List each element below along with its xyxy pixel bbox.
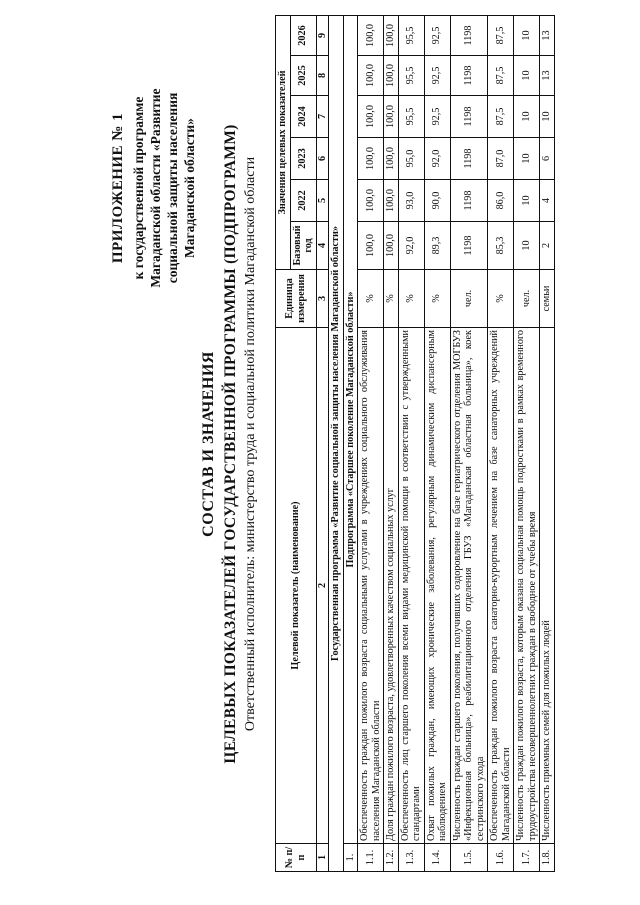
table-row <box>540 16 555 872</box>
subprogram-title: Подпрограмма «Старшее поколение Магаданской области» <box>343 16 358 844</box>
column-number: 3 <box>316 270 329 328</box>
base-value: 92,0 <box>398 222 424 270</box>
value-2024: 100,0 <box>358 96 384 138</box>
table-row <box>488 16 514 872</box>
header-year: 2026 <box>290 16 316 56</box>
indicator-name: Обеспеченность граждан пожилого возраста санаторно-курортным лечением на базе санаторных учреждений Магаданской области <box>488 328 514 844</box>
unit-cell: чел. <box>450 270 488 328</box>
value-2025: 92,5 <box>424 56 450 96</box>
header-year: 2022 <box>290 180 316 222</box>
column-number: 2 <box>316 328 329 844</box>
value-2022: 4 <box>540 180 555 222</box>
unit-cell: чел. <box>514 270 540 328</box>
value-2026: 13 <box>540 16 555 56</box>
header-name: Целевой показатель (наименование) <box>276 328 317 844</box>
subprogram-num: 1. <box>343 844 358 872</box>
table-row <box>514 16 540 872</box>
value-2023: 1198 <box>450 138 488 180</box>
value-2023: 87,0 <box>488 138 514 180</box>
unit-cell: % <box>358 270 384 328</box>
value-2025: 95,5 <box>398 56 424 96</box>
row-num: 1.4. <box>424 844 450 872</box>
value-2022: 100,0 <box>358 180 384 222</box>
value-2026: 100,0 <box>384 16 399 56</box>
row-num: 1.5. <box>450 844 488 872</box>
table-row <box>450 16 488 872</box>
value-2022: 90,0 <box>424 180 450 222</box>
value-2024: 10 <box>514 96 540 138</box>
indicators-table <box>275 15 555 872</box>
table-row <box>384 16 399 872</box>
program-row <box>329 16 344 872</box>
value-2025: 87,5 <box>488 56 514 96</box>
value-2026: 95,5 <box>398 16 424 56</box>
value-2025: 1198 <box>450 56 488 96</box>
header-num: № п/п <box>276 844 317 872</box>
table-row <box>424 16 450 872</box>
value-2026: 87,5 <box>488 16 514 56</box>
annex-number: ПРИЛОЖЕНИЕ № 1 <box>110 112 126 264</box>
column-number: 9 <box>316 16 329 56</box>
header-unit: Единица измерения <box>276 270 317 328</box>
base-value: 2 <box>540 222 555 270</box>
document-title: СОСТАВ И ЗНАЧЕНИЯ <box>200 351 217 537</box>
indicator-name: Охват пожилых граждан, имеющих хронические заболевания, регулярным динамическим диспансерным наблюдением <box>424 328 450 844</box>
unit-cell: % <box>488 270 514 328</box>
value-2025: 100,0 <box>384 56 399 96</box>
column-number: 1 <box>316 844 329 872</box>
indicator-name: Численность приемных семей для пожилых людей <box>540 328 555 844</box>
indicator-name: Обеспеченность лиц старшего поколения всеми видами медицинской помощи в соответствии с утвержденными стандартами <box>398 328 424 844</box>
value-2022: 1198 <box>450 180 488 222</box>
value-2024: 92,5 <box>424 96 450 138</box>
annex-block <box>110 38 198 338</box>
unit-cell: % <box>384 270 399 328</box>
header-values-group: Значения целевых показателей <box>276 16 291 270</box>
value-2026: 10 <box>514 16 540 56</box>
unit-cell: семьи <box>540 270 555 328</box>
rotated-page <box>30 8 634 880</box>
row-num: 1.1. <box>358 844 384 872</box>
value-2022: 10 <box>514 180 540 222</box>
annex-line: социальной защиты населения <box>165 92 180 284</box>
table-row <box>398 16 424 872</box>
header-year: 2025 <box>290 56 316 96</box>
value-2026: 92,5 <box>424 16 450 56</box>
row-num: 1.7. <box>514 844 540 872</box>
value-2023: 100,0 <box>358 138 384 180</box>
document-titles <box>200 8 259 880</box>
unit-cell: % <box>398 270 424 328</box>
value-2022: 100,0 <box>384 180 399 222</box>
value-2024: 95,5 <box>398 96 424 138</box>
annex-line: к государственной программе <box>131 96 146 280</box>
row-num: 1.2. <box>384 844 399 872</box>
value-2026: 100,0 <box>358 16 384 56</box>
base-value: 100,0 <box>384 222 399 270</box>
column-number: 6 <box>316 138 329 180</box>
value-2024: 87,5 <box>488 96 514 138</box>
value-2023: 95,0 <box>398 138 424 180</box>
column-number: 5 <box>316 180 329 222</box>
column-number: 7 <box>316 96 329 138</box>
row-num: 1.6. <box>488 844 514 872</box>
indicator-name: Доля граждан пожилого возраста, удовлетворенных качеством социальных услуг <box>384 328 399 844</box>
indicator-name: Численность граждан старшего поколения, получивших оздоровление на базе гериатрического отделения МОГБУЗ «Инфекционная больница», реабилитационного отделения ГБУЗ «Магаданская областная больница», коек сестринского ухода <box>450 328 488 844</box>
row-num: 1.8. <box>540 844 555 872</box>
value-2023: 10 <box>514 138 540 180</box>
base-value: 100,0 <box>358 222 384 270</box>
annex-line: Магаданской области «Развитие <box>148 88 163 288</box>
value-2023: 6 <box>540 138 555 180</box>
base-value: 10 <box>514 222 540 270</box>
value-2024: 1198 <box>450 96 488 138</box>
indicator-name: Численность граждан пожилого возраста, которым оказана социальная помощь подростками в рамках временного трудоустройства несовершеннолетних граждан в свободное от учебы время <box>514 328 540 844</box>
value-2022: 93,0 <box>398 180 424 222</box>
value-2025: 100,0 <box>358 56 384 96</box>
value-2022: 86,0 <box>488 180 514 222</box>
indicator-rows <box>358 16 555 872</box>
header-row <box>276 16 291 872</box>
value-2025: 10 <box>514 56 540 96</box>
column-number-row <box>316 16 329 872</box>
indicator-name: Обеспеченность граждан пожилого возраста социальными услугами в учреждениях социального обслуживания населения Магаданской области <box>358 328 384 844</box>
program-title: Государственная программа «Развитие социальной защиты населения Магаданской области» <box>329 16 344 872</box>
value-2023: 100,0 <box>384 138 399 180</box>
value-2024: 100,0 <box>384 96 399 138</box>
header-year: 2023 <box>290 138 316 180</box>
base-value: 1198 <box>450 222 488 270</box>
value-2023: 92,0 <box>424 138 450 180</box>
base-value: 89,3 <box>424 222 450 270</box>
row-num: 1.3. <box>398 844 424 872</box>
column-number: 4 <box>316 222 329 270</box>
annex-line: Магаданской области» <box>182 118 197 258</box>
unit-cell: % <box>424 270 450 328</box>
column-number: 8 <box>316 56 329 96</box>
table-row <box>358 16 384 872</box>
value-2026: 1198 <box>450 16 488 56</box>
header-base-year: Базовый год <box>290 222 316 270</box>
subprogram-row <box>343 16 358 872</box>
document-subtitle: ЦЕЛЕВЫХ ПОКАЗАТЕЛЕЙ ГОСУДАРСТВЕННОЙ ПРОГРАММЫ (ПОДПРОГРАММ) <box>222 124 239 764</box>
value-2024: 10 <box>540 96 555 138</box>
value-2025: 13 <box>540 56 555 96</box>
header-year: 2024 <box>290 96 316 138</box>
base-value: 85,3 <box>488 222 514 270</box>
responsible-executor: Ответственный исполнитель: министерство труда и социальной политики Магаданской области <box>243 156 258 732</box>
